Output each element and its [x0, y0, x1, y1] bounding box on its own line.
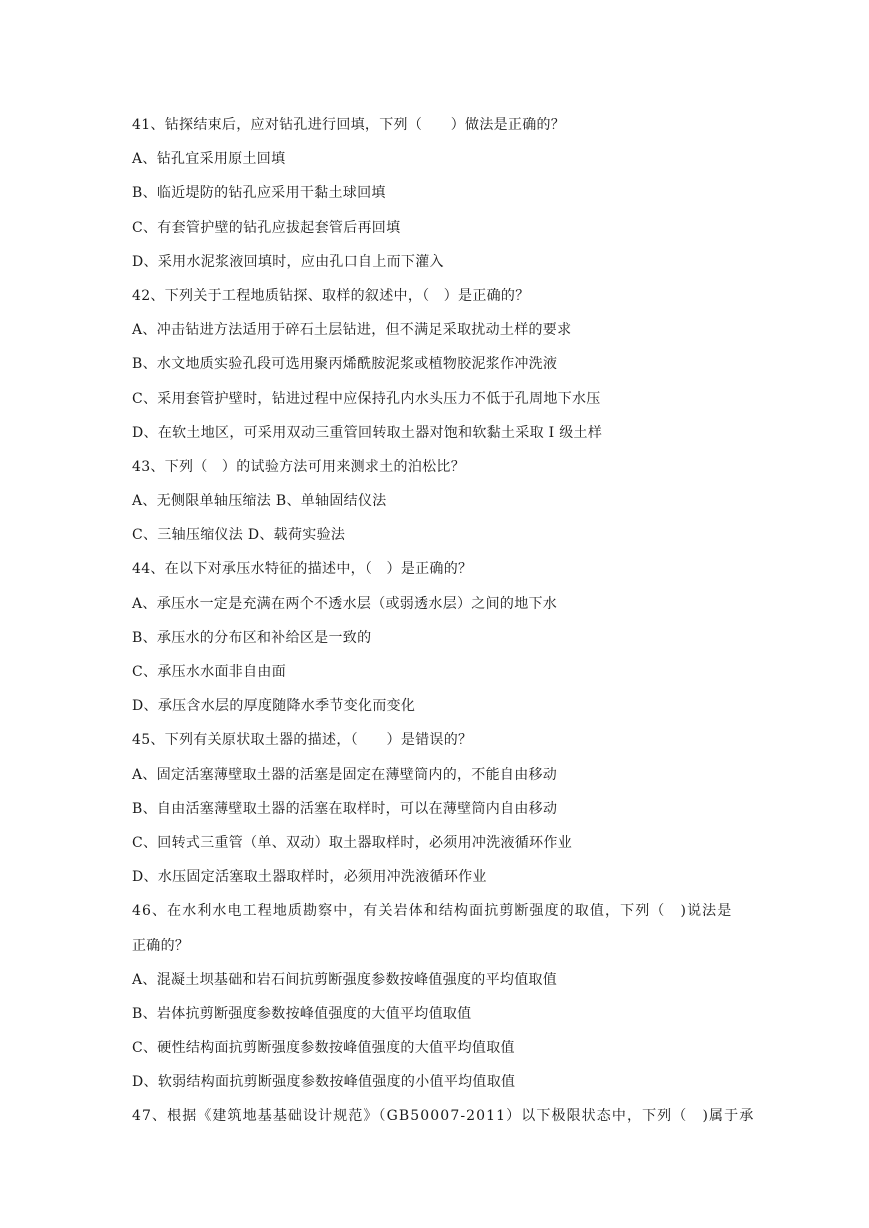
question-42-option-d: D、在软土地区，可采用双动三重管回转取土器对饱和软黏土采取 Ⅰ 级土样 — [132, 424, 603, 441]
question-45-option-a: A、固定活塞薄壁取土器的活塞是固定在薄壁筒内的，不能自由移动 — [132, 766, 558, 783]
question-46-option-a: A、混凝土坝基础和岩石间抗剪断强度参数按峰值强度的平均值取值 — [132, 971, 558, 988]
question-45-option-d: D、水压固定活塞取土器取样时，必须用冲洗液循环作业 — [132, 869, 487, 886]
question-42-option-c: C、采用套管护壁时，钻进过程中应保持孔内水头压力不低于孔周地下水压 — [132, 390, 601, 407]
question-42-option-b: B、水文地质实验孔段可选用聚丙烯酰胺泥浆或植物胶泥浆作冲洗液 — [132, 356, 558, 373]
question-44-option-a: A、承压水一定是充满在两个不透水层（或弱透水层）之间的地下水 — [132, 595, 558, 612]
question-44-stem: 44、在以下对承压水特征的描述中，（ ）是正确的？ — [132, 561, 473, 578]
question-41-option-b: B、临近堤防的钻孔应采用干黏土球回填 — [132, 185, 386, 202]
question-43-option-cd: C、三轴压缩仪法 D、载荷实验法 — [132, 527, 346, 544]
question-46-option-c: C、硬性结构面抗剪断强度参数按峰值强度的大值平均值取值 — [132, 1040, 515, 1057]
question-45-option-b: B、自由活塞薄壁取土器的活塞在取样时，可以在薄壁筒内自由移动 — [132, 800, 558, 817]
question-43-stem: 43、下列（ ）的试验方法可用来测求土的泊松比？ — [132, 458, 466, 475]
question-41-option-d: D、采用水泥浆液回填时，应由孔口自上而下灌入 — [132, 253, 444, 270]
question-41-option-c: C、有套管护壁的钻孔应拔起套管后再回填 — [132, 219, 401, 236]
question-45-option-c: C、回转式三重管（单、双动）取土器取样时，必须用冲洗液循环作业 — [132, 834, 573, 851]
question-44-option-b: B、承压水的分布区和补给区是一致的 — [132, 629, 372, 646]
question-42-stem: 42、下列关于工程地质钻探、取样的叙述中，（ ）是正确的？ — [132, 287, 530, 304]
question-list — [132, 108, 755, 1134]
question-46-option-b: B、岩体抗剪断强度参数按峰值强度的大值平均值取值 — [132, 1005, 472, 1022]
question-46-option-d: D、软弱结构面抗剪断强度参数按峰值强度的小值平均值取值 — [132, 1074, 516, 1091]
question-45-stem: 45、下列有关原状取土器的描述，（ ）是错误的？ — [132, 732, 473, 749]
question-41-option-a: A、钻孔宜采用原土回填 — [132, 151, 286, 168]
question-44-option-d: D、承压含水层的厚度随降水季节变化而变化 — [132, 698, 416, 715]
question-43-option-ab: A、无侧限单轴压缩法 B、单轴固结仪法 — [132, 493, 387, 510]
question-42-option-a: A、冲击钻进方法适用于碎石土层钻进，但不满足采取扰动土样的要求 — [132, 322, 572, 339]
question-47-stem-line1: 47、根据《建筑地基基础设计规范》（GB50007-2011）以下极限状态中，下列（ )属于承 — [132, 1108, 755, 1125]
question-41-stem: 41、钻探结束后，应对钻孔进行回填，下列（ ）做法是正确的？ — [132, 117, 566, 133]
question-46-stem-line1: 46、在水利水电工程地质勘察中，有关岩体和结构面抗剪断强度的取值，下列（ )说法是 — [132, 903, 733, 920]
question-46-stem-line2: 正确的？ — [132, 937, 190, 954]
question-44-option-c: C、承压水水面非自由面 — [132, 664, 287, 680]
